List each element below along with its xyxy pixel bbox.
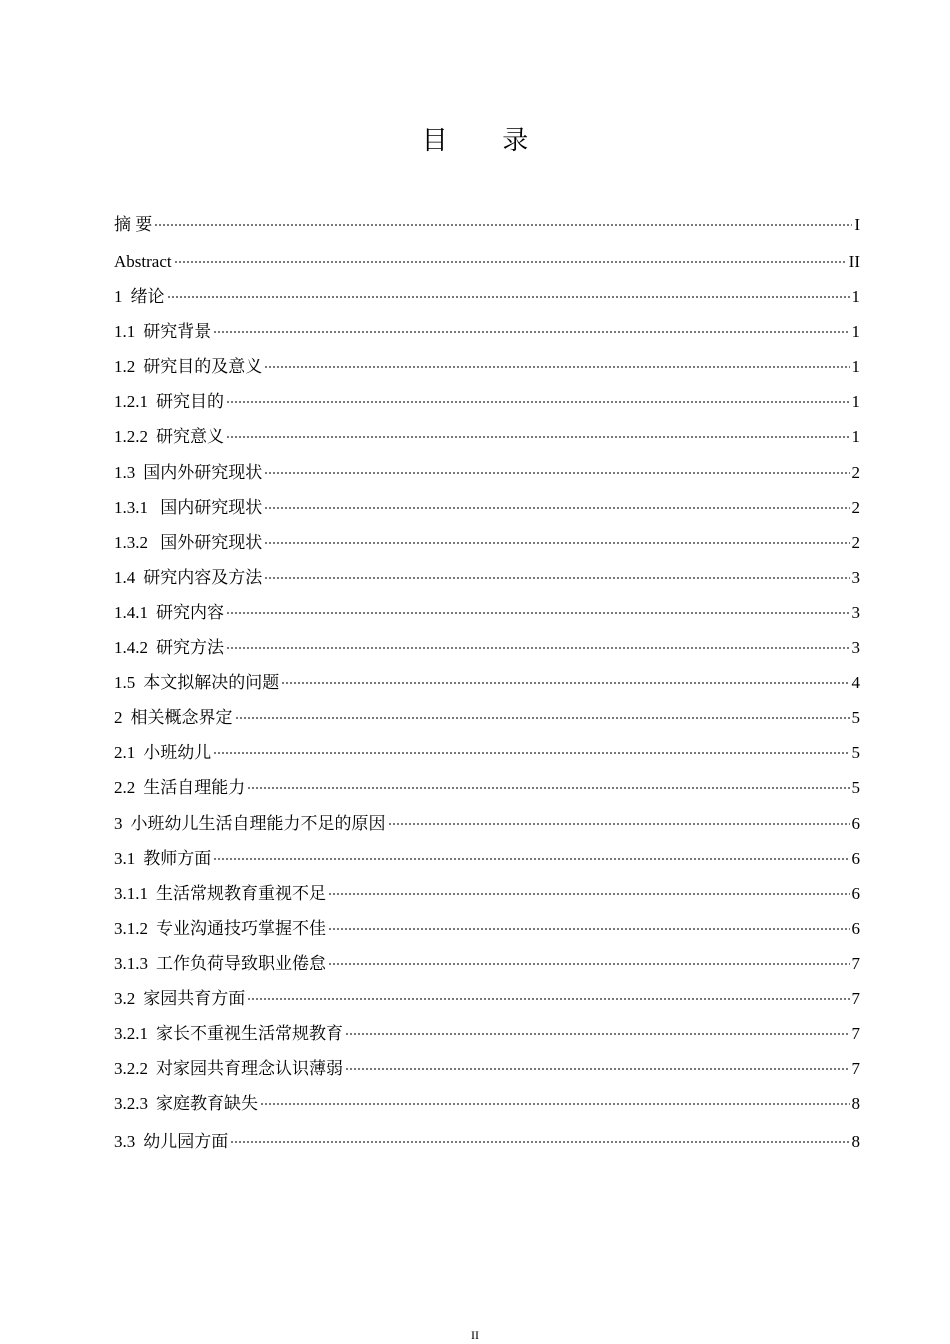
toc-entry-label: [114, 349, 262, 384]
toc-entry-label: [114, 630, 224, 665]
dot-leader: [226, 401, 850, 403]
toc-entry-text: 国内研究现状: [156, 497, 263, 517]
toc-entry-text: 研究方法: [156, 638, 224, 658]
toc-entry-page: II: [848, 252, 860, 271]
dot-leader: [226, 647, 850, 649]
toc-entry-number: 1.4.1: [114, 602, 148, 622]
toc-entry[interactable]: [114, 735, 860, 770]
toc-entry-text: 本文拟解决的问题: [143, 673, 280, 693]
toc-entry-text: 研究意义: [156, 427, 224, 447]
toc-entry-label: [114, 841, 211, 876]
toc-entry-label: [114, 279, 165, 314]
toc-entry-page: 8: [851, 1132, 860, 1152]
dot-leader: [328, 928, 850, 930]
toc-entry-text: 绪论: [130, 287, 165, 307]
toc-entry-page: 2: [851, 497, 860, 517]
toc-entry[interactable]: [114, 1124, 860, 1159]
toc-entry[interactable]: [114, 630, 860, 665]
toc-entry[interactable]: [114, 1016, 860, 1051]
toc-entry-number: 2.1: [114, 743, 136, 763]
dot-leader: [264, 507, 849, 509]
toc-entry-text: 研究背景: [143, 322, 212, 342]
toc-entry-text: 小班幼儿生活自理能力不足的原因: [130, 813, 386, 833]
toc-entry-text: 家园共育方面: [143, 988, 246, 1008]
toc-entry-page: 3: [851, 567, 860, 587]
toc-entry-number: 2: [114, 708, 123, 728]
toc-entry-label: [114, 206, 152, 244]
toc-entry-label: [114, 560, 262, 595]
toc-entry-label: [114, 1086, 258, 1121]
toc-entry-label: [114, 525, 262, 560]
toc-entry[interactable]: [114, 455, 860, 490]
dot-leader: [247, 787, 849, 789]
dot-leader: [388, 823, 850, 825]
toc-entry-text: 小班幼儿: [143, 743, 212, 763]
toc-entry[interactable]: [114, 981, 860, 1016]
toc-entry[interactable]: [114, 946, 860, 981]
dot-leader: [264, 542, 849, 544]
toc-entry-label: [114, 490, 262, 525]
toc-entry-number: 1.3.2: [114, 532, 148, 552]
toc-entry-label: [114, 1124, 228, 1159]
dot-leader: [174, 261, 847, 263]
toc-entry-number: 1.3: [114, 462, 136, 482]
toc-entry-number: 1.3.1: [114, 497, 148, 517]
toc-entry-number: 1.4: [114, 567, 136, 587]
toc-entry-number: 3.2.1: [114, 1024, 148, 1044]
toc-entry-page: 5: [851, 708, 860, 728]
toc-entry[interactable]: [114, 1086, 860, 1121]
toc-entry[interactable]: [114, 841, 860, 876]
toc-entry[interactable]: [114, 770, 860, 805]
toc-entry-number: 1.2.1: [114, 392, 148, 412]
toc-entry[interactable]: [114, 384, 860, 419]
toc-entry-page: 1: [851, 427, 860, 447]
toc-entry-number: 2.2: [114, 778, 136, 798]
dot-leader: [264, 472, 849, 474]
toc-entry-page: 6: [851, 848, 860, 868]
toc-entry-number: 3.3: [114, 1132, 136, 1152]
toc-entry-page: 1: [851, 357, 860, 377]
dot-leader: [235, 717, 850, 719]
toc-entry-number: 1.2.2: [114, 427, 148, 447]
toc-entry[interactable]: [114, 1051, 860, 1086]
toc-entry[interactable]: [114, 665, 860, 700]
toc-entry-text: 对家园共育理念认识薄弱: [156, 1059, 343, 1079]
toc-entry-text: 国内外研究现状: [143, 462, 263, 482]
toc-entry-page: 3: [851, 638, 860, 658]
toc-entry[interactable]: [114, 525, 860, 560]
table-of-contents: [114, 206, 860, 1159]
toc-entry-page: 7: [851, 953, 860, 973]
toc-entry-page: I: [854, 215, 860, 234]
toc-entry-label: [114, 1016, 343, 1051]
toc-entry-page: 7: [851, 988, 860, 1008]
toc-entry-text: 国外研究现状: [156, 532, 263, 552]
toc-entry-text: 幼儿园方面: [143, 1132, 229, 1152]
toc-entry-page: 8: [851, 1094, 860, 1114]
toc-entry[interactable]: [114, 911, 860, 946]
dot-leader: [213, 331, 849, 333]
toc-entry-text: 生活常规教育重视不足: [156, 883, 326, 903]
toc-entry-page: 2: [851, 462, 860, 482]
dot-leader: [154, 224, 852, 226]
toc-entry-number: 1: [114, 287, 123, 307]
toc-entry-page: 1: [851, 392, 860, 412]
dot-leader: [264, 366, 849, 368]
toc-entry-page: 7: [851, 1059, 860, 1079]
toc-entry-page: 5: [851, 743, 860, 763]
toc-entry-label: [114, 665, 279, 700]
toc-entry-page: 7: [851, 1024, 860, 1044]
toc-entry-number: 3.1.1: [114, 883, 148, 903]
dot-leader: [230, 1141, 849, 1143]
toc-entry-label: [114, 735, 211, 770]
toc-entry-text: 相关概念界定: [130, 708, 233, 728]
dot-leader: [328, 963, 850, 965]
toc-entry-text: 家长不重视生活常规教育: [156, 1024, 343, 1044]
toc-entry-text: 工作负荷导致职业倦怠: [156, 953, 326, 973]
toc-entry-number: 1.2: [114, 357, 136, 377]
dot-leader: [226, 436, 850, 438]
dot-leader: [264, 577, 849, 579]
toc-entry-label: [114, 455, 262, 490]
toc-entry-text: 研究内容及方法: [143, 567, 263, 587]
dot-leader: [345, 1068, 850, 1070]
dot-leader: [213, 858, 849, 860]
toc-entry-label: [114, 384, 224, 419]
toc-entry-page: 6: [851, 813, 860, 833]
toc-entry-text: 生活自理能力: [143, 778, 246, 798]
dot-leader: [226, 612, 850, 614]
toc-entry[interactable]: [114, 419, 860, 454]
toc-entry-text: Abstract: [114, 252, 172, 271]
toc-entry-page: 1: [851, 287, 860, 307]
dot-leader: [328, 893, 850, 895]
toc-entry-text: 教师方面: [143, 848, 212, 868]
toc-entry-text: 专业沟通技巧掌握不佳: [156, 918, 326, 938]
dot-leader: [247, 998, 849, 1000]
toc-entry-number: 1.1: [114, 322, 136, 342]
page-title: 目 录: [421, 126, 553, 155]
toc-entry[interactable]: [114, 490, 860, 525]
toc-entry-page: 5: [851, 778, 860, 798]
dot-leader: [167, 296, 850, 298]
toc-entry-text: 研究内容: [156, 602, 224, 622]
toc-entry[interactable]: [114, 279, 860, 314]
toc-entry-page: 1: [851, 322, 860, 342]
toc-entry-page: 3: [851, 602, 860, 622]
toc-entry-number: 3.1.3: [114, 953, 148, 973]
toc-entry-label: [114, 806, 386, 841]
toc-entry-label: [114, 911, 326, 946]
toc-entry-number: 3.2.3: [114, 1094, 148, 1114]
toc-entry-label: [114, 700, 233, 735]
toc-entry-label: [114, 244, 172, 279]
toc-entry-label: [114, 419, 224, 454]
toc-entry[interactable]: [114, 244, 860, 279]
toc-entry-label: [114, 314, 211, 349]
toc-entry[interactable]: [114, 806, 860, 841]
toc-entry-number: 1.4.2: [114, 638, 148, 658]
toc-entry-label: [114, 770, 245, 805]
toc-entry-page: 6: [851, 918, 860, 938]
toc-entry[interactable]: [114, 206, 860, 244]
toc-entry-text: 家庭教育缺失: [156, 1094, 258, 1114]
dot-leader: [345, 1033, 850, 1035]
toc-entry[interactable]: [114, 700, 860, 735]
toc-entry-text: 摘 要: [114, 215, 153, 234]
dot-leader: [213, 752, 849, 754]
toc-entry-label: [114, 595, 224, 630]
toc-entry-page: 2: [851, 532, 860, 552]
toc-entry-number: 1.5: [114, 673, 136, 693]
toc-entry[interactable]: [114, 314, 860, 349]
page-number: II: [471, 1328, 479, 1342]
toc-entry[interactable]: [114, 876, 860, 911]
toc-entry-number: 3.1: [114, 848, 136, 868]
toc-entry[interactable]: [114, 595, 860, 630]
toc-entry-label: [114, 981, 245, 1016]
toc-entry-number: 3.1.2: [114, 918, 148, 938]
toc-entry-label: [114, 876, 326, 911]
dot-leader: [260, 1103, 850, 1105]
toc-entry-number: 3: [114, 813, 123, 833]
toc-entry-label: [114, 1051, 343, 1086]
toc-entry-number: 3.2: [114, 988, 136, 1008]
toc-entry-number: 3.2.2: [114, 1059, 148, 1079]
toc-entry-text: 研究目的: [156, 392, 224, 412]
toc-entry-text: 研究目的及意义: [143, 357, 263, 377]
dot-leader: [281, 682, 849, 684]
toc-entry-page: 4: [851, 673, 860, 693]
toc-entry-label: [114, 946, 326, 981]
toc-entry-page: 6: [851, 883, 860, 903]
toc-entry[interactable]: [114, 560, 860, 595]
toc-entry[interactable]: [114, 349, 860, 384]
